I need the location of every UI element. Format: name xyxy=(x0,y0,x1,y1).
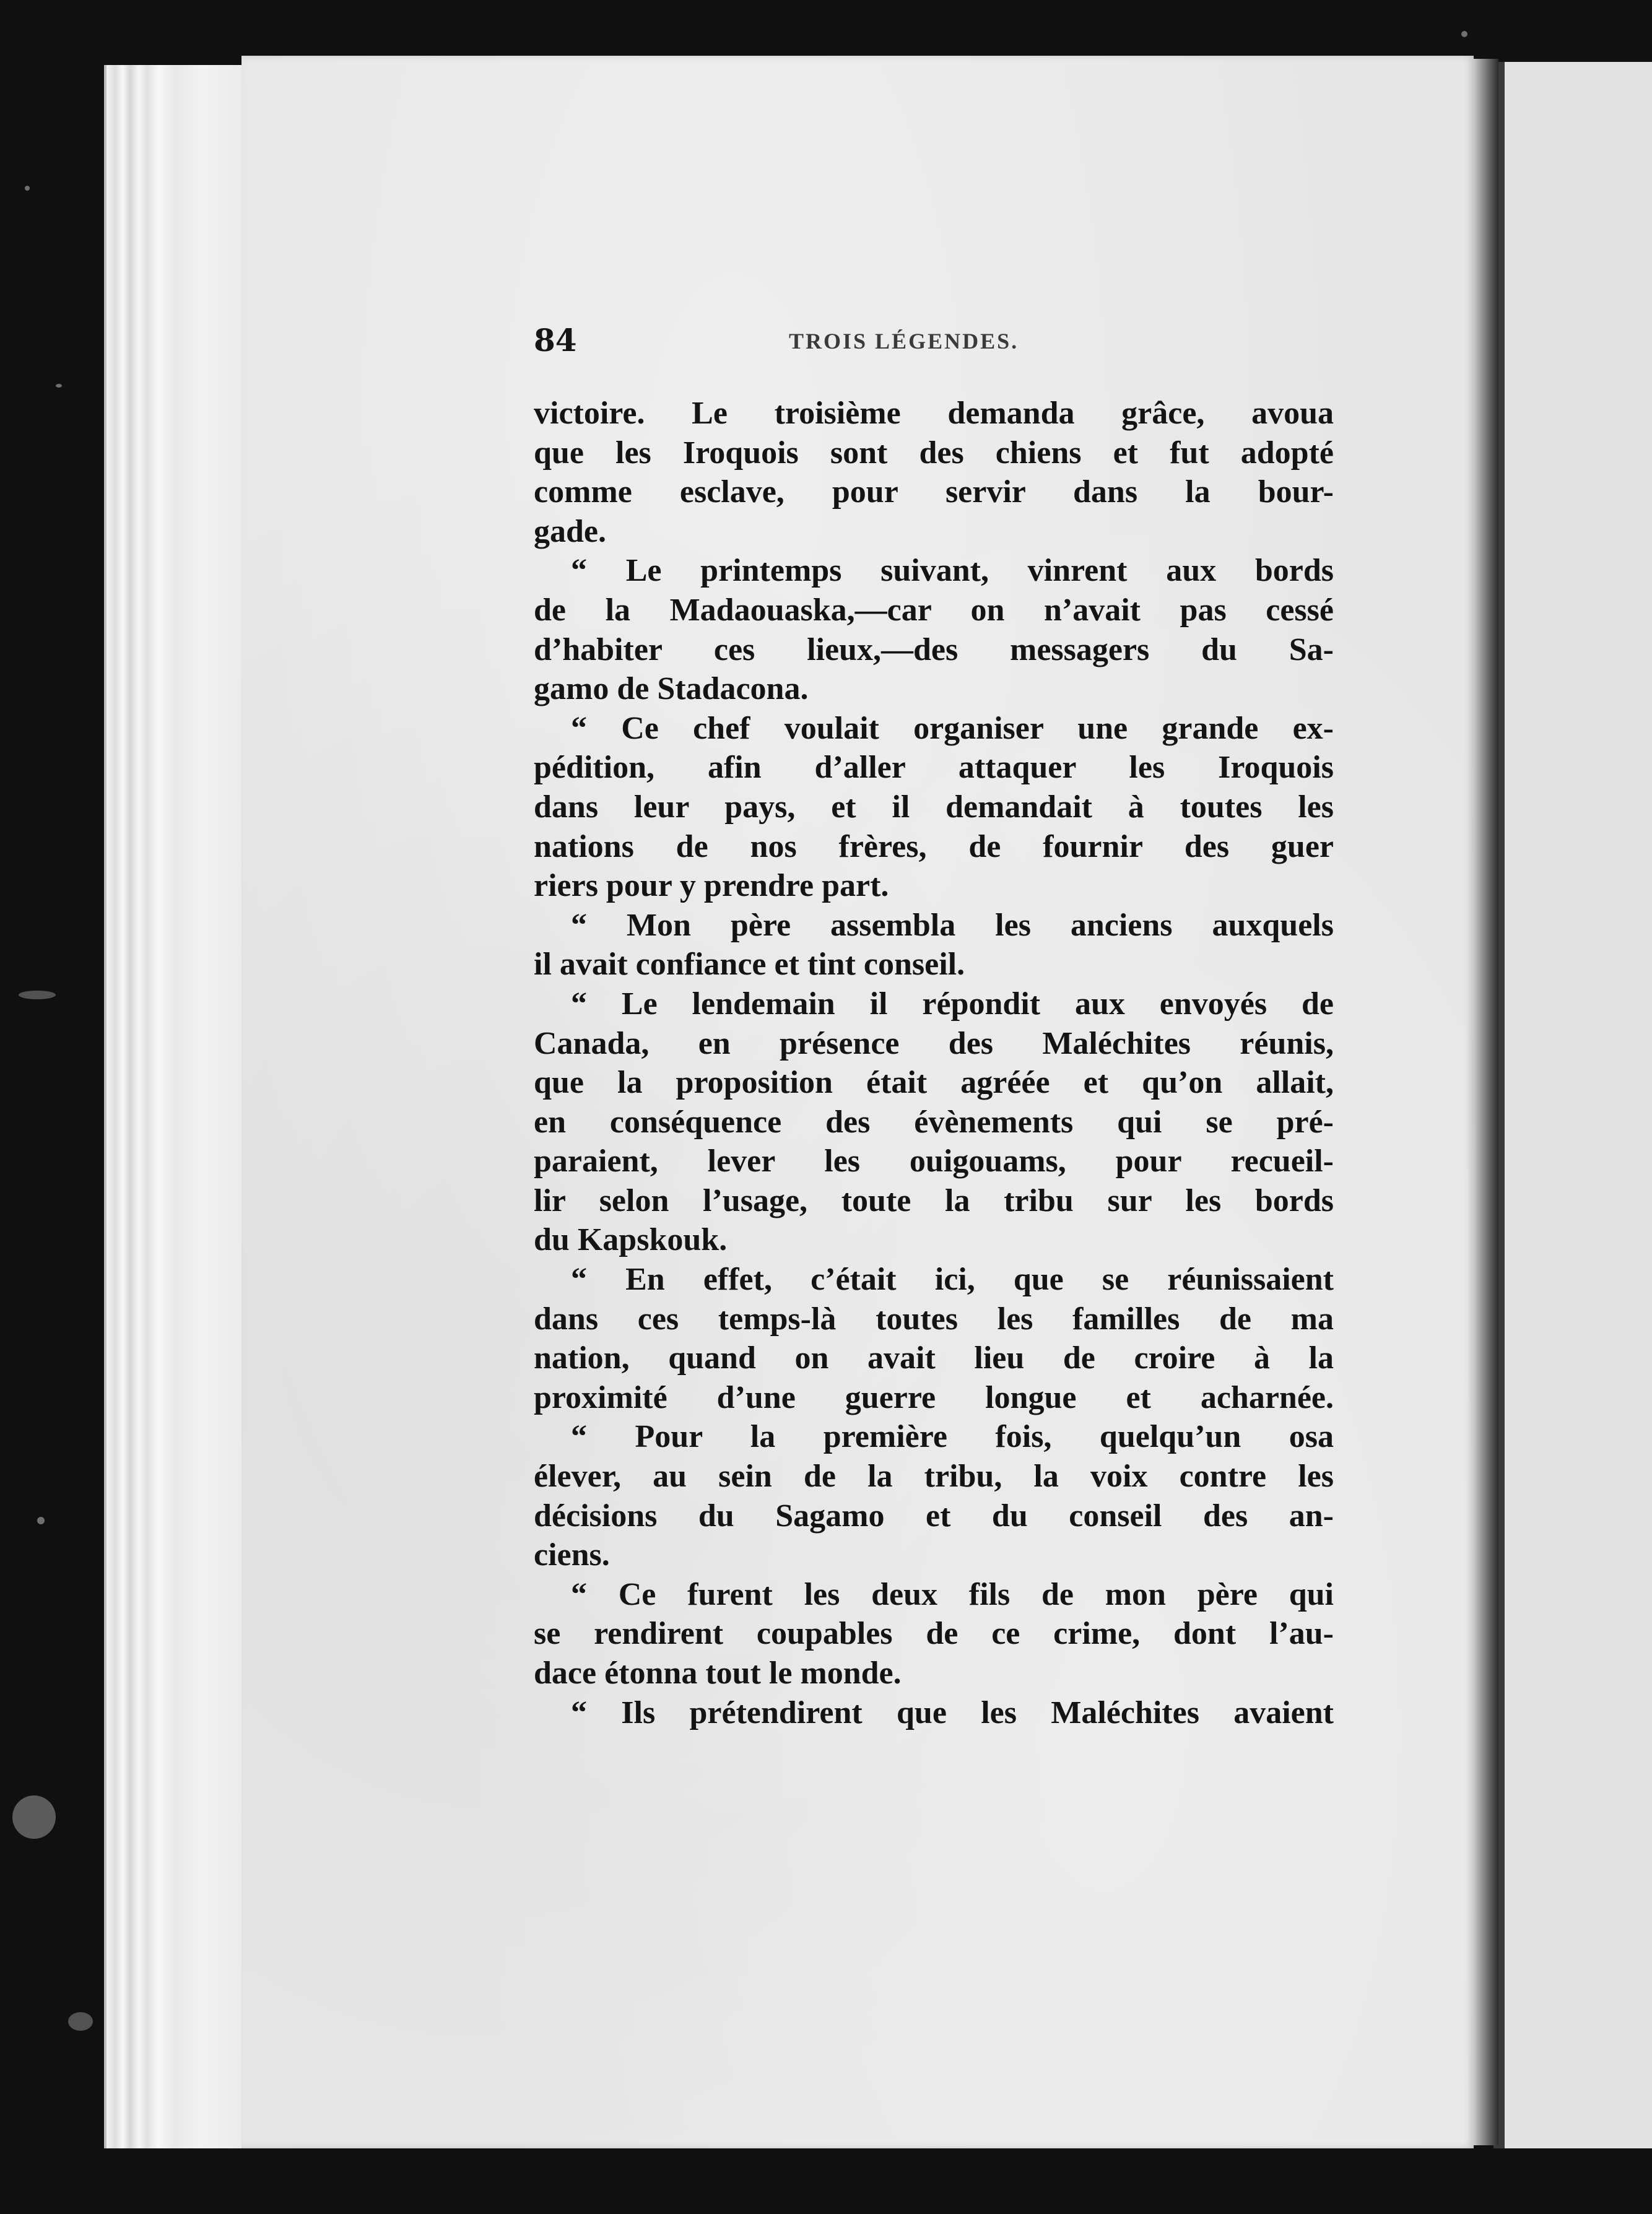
text-line: “ Ce furent les deux fils de mon père qui xyxy=(571,1576,1334,1612)
dust-speck xyxy=(1461,31,1467,37)
text-line: comme esclave, pour servir dans la bour- xyxy=(534,474,1334,510)
running-head xyxy=(534,322,1091,371)
dust-speck xyxy=(68,2012,93,2031)
text-line: “ Le printemps suivant, vinrent aux bords xyxy=(571,553,1334,589)
text-line: en conséquence des évènements qui se pré- xyxy=(534,1104,1334,1140)
running-title: TROIS LÉGENDES. xyxy=(789,329,1019,354)
text-line: proximité d’une guerre longue et acharnée. xyxy=(534,1379,1334,1415)
text-line: il avait confiance et tint conseil. xyxy=(534,947,965,983)
dust-speck xyxy=(12,1795,56,1839)
paragraph xyxy=(534,1693,1334,1733)
text-line: Canada, en présence des Maléchites réunis, xyxy=(534,1025,1334,1061)
text-line: de la Madaouaska,—car on n’avait pas cessé xyxy=(534,592,1334,628)
dust-speck xyxy=(19,991,56,999)
paragraph xyxy=(534,709,1334,906)
text-line: gamo de Stadacona. xyxy=(534,671,809,707)
paragraph xyxy=(534,394,1334,551)
paragraph xyxy=(534,551,1334,708)
text-line: gade. xyxy=(534,513,606,549)
paragraph xyxy=(534,984,1334,1260)
text-line: du Kapskouk. xyxy=(534,1222,728,1258)
text-line: lir selon l’usage, toute la tribu sur les bords xyxy=(534,1183,1334,1218)
page-text xyxy=(534,394,1334,1732)
text-line: décisions du Sagamo et du conseil des an- xyxy=(534,1498,1334,1534)
text-line: paraient, lever les ouigouams, pour recueil- xyxy=(534,1144,1334,1179)
dust-speck xyxy=(37,1517,45,1524)
text-line: élever, au sein de la tribu, la voix contre les xyxy=(534,1459,1334,1495)
text-line: nation, quand on avait lieu de croire à la xyxy=(534,1340,1334,1376)
paragraph xyxy=(534,1575,1334,1693)
text-line: ciens. xyxy=(534,1537,610,1573)
text-line: dans leur pays, et il demandait à toutes les xyxy=(534,789,1334,825)
facing-page xyxy=(1493,62,1652,2148)
text-line: “ Ce chef voulait organiser une grande ex- xyxy=(571,710,1334,746)
text-line: nations de nos frères, de fournir des guer xyxy=(534,828,1334,864)
paragraph xyxy=(534,1417,1334,1574)
text-line: dace étonna tout le monde. xyxy=(534,1656,902,1691)
text-line: que les Iroquois sont des chiens et fut adopté xyxy=(534,435,1334,471)
dust-speck xyxy=(56,384,62,388)
text-line: d’habiter ces lieux,—des messagers du Sa- xyxy=(534,632,1334,667)
paragraph xyxy=(534,906,1334,984)
page-number: 84 xyxy=(534,322,577,358)
text-line: “ En effet, c’était ici, que se réunissaient xyxy=(571,1262,1334,1298)
text-line: “ Pour la première fois, quelqu’un osa xyxy=(571,1419,1334,1455)
paragraph xyxy=(534,1260,1334,1417)
text-line: victoire. Le troisième demanda grâce, avoua xyxy=(534,396,1334,431)
text-line: riers pour y prendre part. xyxy=(534,868,889,904)
dust-speck xyxy=(25,186,30,191)
text-line: “ Le lendemain il répondit aux envoyés de xyxy=(571,986,1334,1022)
text-line: que la proposition était agréée et qu’on allait, xyxy=(534,1065,1334,1101)
text-line: “ Mon père assembla les anciens auxquels xyxy=(571,907,1334,943)
text-line: dans ces temps-là toutes les familles de ma xyxy=(534,1301,1334,1337)
text-line: pédition, afin d’aller attaquer les Iroquois xyxy=(534,750,1334,786)
text-line: “ Ils prétendirent que les Maléchites avaient xyxy=(571,1695,1334,1730)
text-line: se rendirent coupables de ce crime, dont l’au- xyxy=(534,1616,1334,1652)
page-right-edge xyxy=(1474,59,1498,2145)
